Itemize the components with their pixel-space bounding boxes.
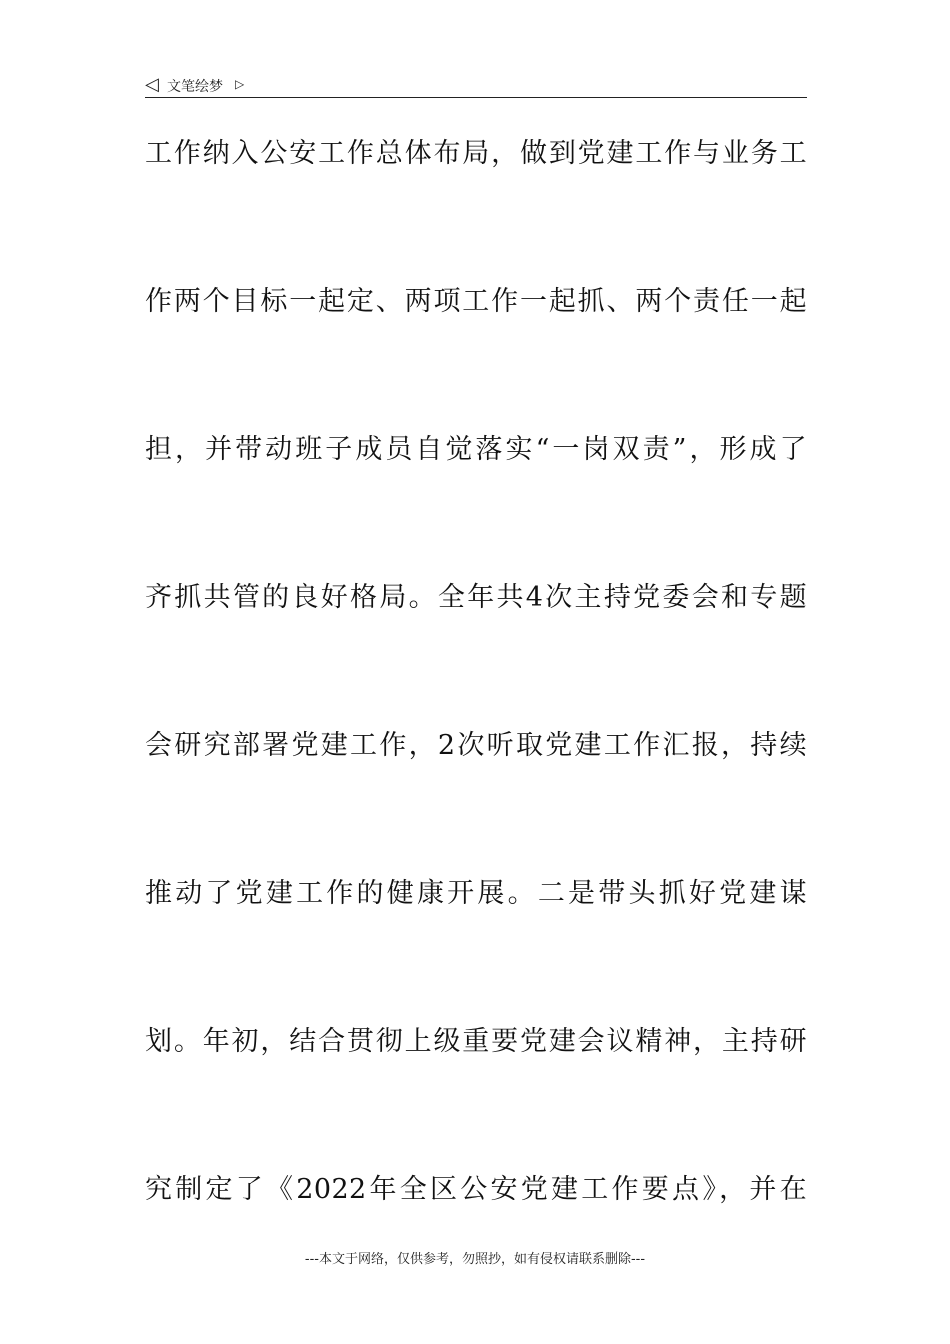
- body-line: 担，并带动班子成员自觉落实“一岗双责”，形成了: [145, 434, 807, 465]
- body-line: 工作纳入公安工作总体布局，做到党建工作与业务工: [145, 138, 807, 169]
- body-line: 齐抓共管的良好格局。全年共4次主持党委会和专题: [145, 582, 807, 613]
- header-title: 文笔绘梦: [167, 79, 223, 95]
- body-line: 究制定了《2022年全区公安党建工作要点》，并在: [145, 1174, 807, 1205]
- left-triangle-icon: ◁: [145, 74, 159, 95]
- body-line: 会研究部署党建工作，2次听取党建工作汇报，持续: [145, 730, 807, 761]
- right-triangle-icon: ▷: [235, 77, 245, 91]
- footer-disclaimer: ---本文于网络，仅供参考，勿照抄，如有侵权请联系删除---: [304, 1252, 646, 1267]
- body-line: 划。年初，结合贯彻上级重要党建会议精神，主持研: [145, 1026, 807, 1057]
- header-divider: [145, 97, 807, 98]
- body-line: 作两个目标一起定、两项工作一起抓、两个责任一起: [145, 286, 807, 317]
- page-header: [145, 76, 807, 96]
- body-line: 推动了党建工作的健康开展。二是带头抓好党建谋: [145, 878, 807, 909]
